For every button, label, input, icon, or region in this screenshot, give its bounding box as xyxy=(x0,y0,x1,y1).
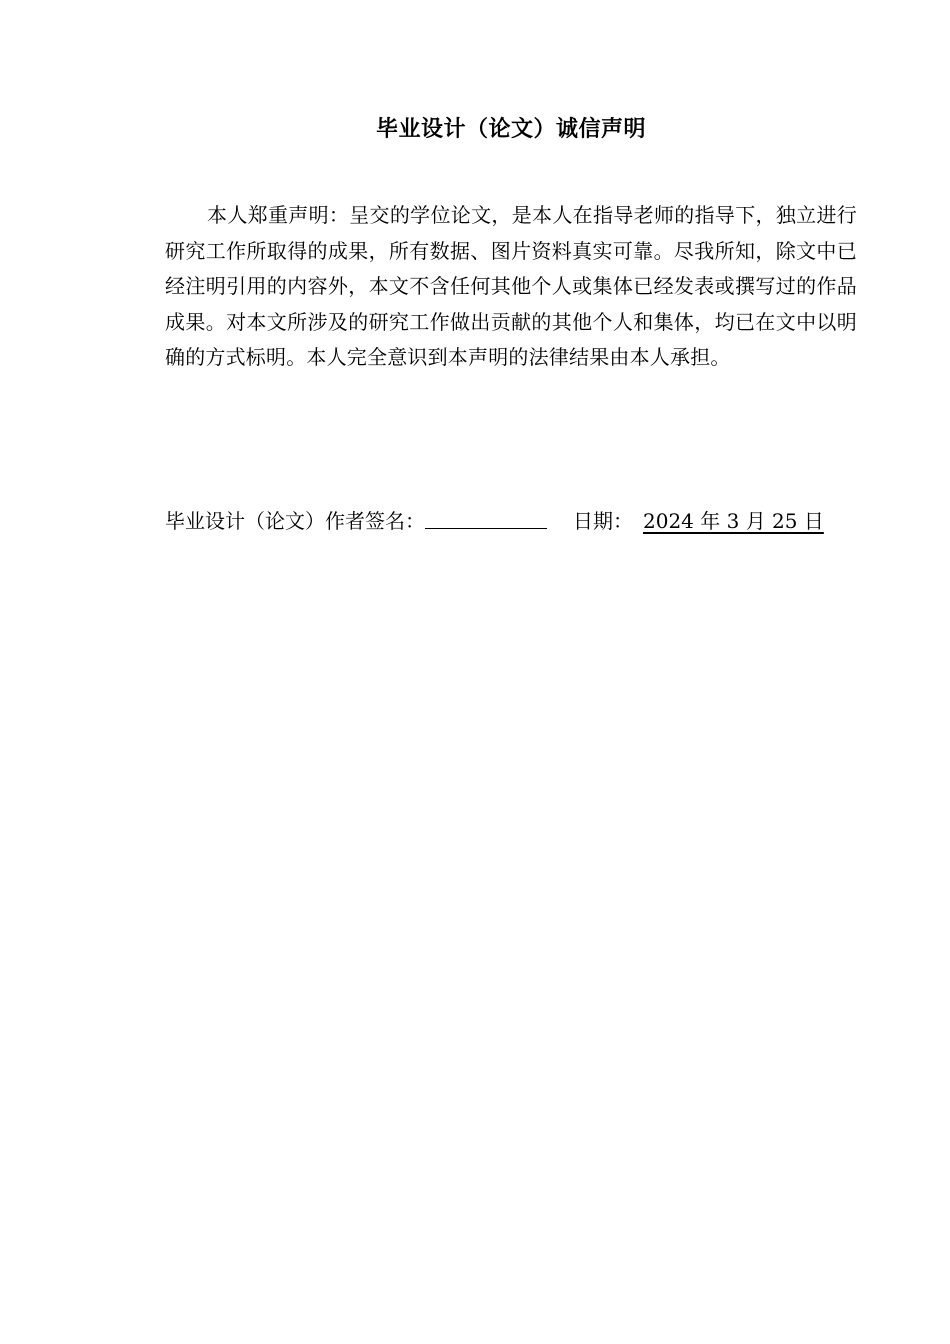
signature-field[interactable] xyxy=(425,504,547,529)
page-title: 毕业设计（论文）诚信声明 xyxy=(375,117,646,142)
page-title-container xyxy=(165,113,857,147)
date-value: 2024 年 3 月 25 日 xyxy=(643,509,824,533)
declaration-body: 本人郑重声明：呈交的学位论文，是本人在指导老师的指导下，独立进行研究工作所取得的成果，所有数据、图片资料真实可靠。尽我所知，除文中已经注明引用的内容外，本文不含任何其他个人或集体已经发表或撰写过的作品成果。对本文所涉及的研究工作做出贡献的其他个人和集体，均已在文中以明确的方式标明。本人完全意识到本声明的法律结果由本人承担。 xyxy=(165,203,857,369)
signature-label: 毕业设计（论文）作者签名： xyxy=(165,509,425,533)
date-label: 日期： xyxy=(573,509,633,533)
signature-row xyxy=(165,504,865,538)
